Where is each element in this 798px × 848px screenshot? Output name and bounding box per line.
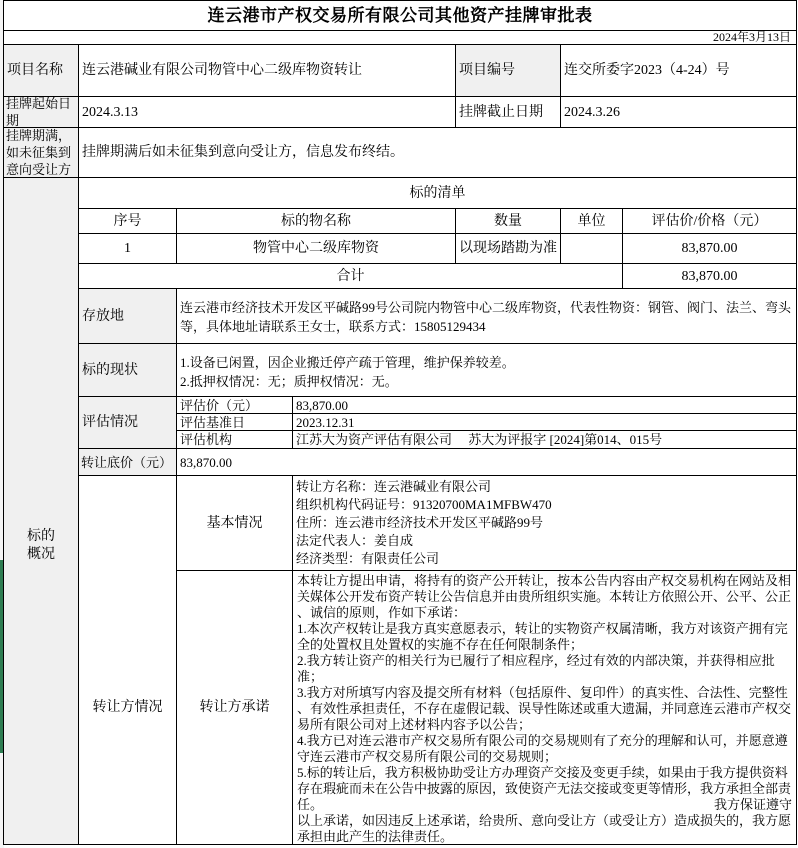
subject-list-title: 标的清单 [78,177,797,209]
list-row-price: 83,870.00 [622,233,797,264]
evaluation-price-value: 83,870.00 [292,396,797,414]
transferor-basic-value: 转让方名称：连云港碱业有限公司 组织机构代码证号：91320700MA1MFBW470 住所：连云港市经济技术开发区平碱路99号 法定代表人：姜自成 经济类型：有限责任公司 [292,475,797,571]
list-row-name: 物管中心二级库物资 [176,233,456,264]
floor-price-value: 83,870.00 [176,448,797,476]
subject-overview-label: 标的概况 [3,177,79,845]
list-header-price: 评估价/价格（元） [622,208,797,234]
storage-location-value: 连云港市经济技术开发区平碱路99号公司院内物管中心二级库物资，代表性物资：钢管、阀门、法兰、弯头 等，具体地址请联系王女士，联系方式：15805129434 [176,288,797,344]
list-header-unit: 单位 [560,208,623,234]
listing-end-value: 2024.3.26 [560,96,797,128]
form-date: 2024年3月13日 [3,30,797,45]
expiry-condition-value: 挂牌期满后如未征集到意向受让方，信息发布终结。 [78,127,797,178]
listing-end-label: 挂牌截止日期 [455,96,561,128]
transferor-section-label: 转让方情况 [78,475,177,845]
listing-start-label: 挂牌起始日期 [3,96,79,128]
list-header-name: 标的物名称 [176,208,456,234]
list-header-qty: 数量 [455,208,561,234]
project-name-label: 项目名称 [3,44,79,97]
list-row-unit [560,233,623,264]
transferor-promise-label: 转让方承诺 [176,570,293,845]
evaluation-agency-label: 评估机构 [176,430,293,449]
floor-price-label: 转让底价（元） [78,448,177,476]
listing-start-value: 2024.3.13 [78,96,456,128]
list-header-no: 序号 [78,208,177,234]
promise-split-line: 任。 我方保证遵守 [297,797,792,812]
evaluation-basedate-label: 评估基准日 [176,413,293,431]
evaluation-label: 评估情况 [78,396,177,449]
storage-location-label: 存放地 [78,288,177,344]
list-row-qty: 以现场踏勘为准 [455,233,561,264]
evaluation-basedate-value: 2023.12.31 [292,413,797,431]
subject-status-value: 1.设备已闲置，因企业搬迁停产疏于管理，维护保养较差。 2.抵押权情况：无；质押权情况：无。 [176,343,797,397]
transferor-basic-label: 基本情况 [176,475,293,571]
expiry-condition-label: 挂牌期满，如未征集到意向受让方 [3,127,79,178]
evaluation-price-label: 评估价（元） [176,396,293,414]
transferor-promise-text: 本转让方提出申请，将持有的资产公开转让，按本公告内容由产权交易机构在网站及相 关媒体公开发布资产转让公告信息并由贵所组织实施。本转让方依照公开、公平、公正 、诚信的原则，作如下承诺： 1.本次产权转让是我方真实意愿表示，转让的实物资产权属清晰，我方对该资产拥有完 全的处置权且处置权的实施不存在任何限制条件； 2.我方转让资产的相关行为已履行了相应程序，经过有效的内部决策，并获得相应批 准； 3.我方对所填写内容及提交所有材料（包括原件、复印件）的真实性、合法性、完整性 、有效性承担责任，不存在虚假记载、误导性陈述或重大遗漏，并同意连云港市产权交 易所有限公司对上述材料内容予以公告； 4.我方已对连云港市产权交易所有限公司的交易规则有了充分的理解和认可，并愿意遵 守连云港市产权交易所有限公司的交易规则； 5.标的转让后，我方积极协助受让方办理资产交接及变更手续，如果由于我方提供资料 存在瑕疵而未在公告中披露的原因，致使资产无法交接或变更等情形，我方承担全部责 任。 我方保证遵守 以上承诺，如因违反上述承诺，给贵所、意向受让方（或受让方）造成损失的，我方愿 承担由此产生的法律责任。 [292,570,797,845]
project-code-value: 连交所委字2023（4-24）号 [560,44,797,97]
form-title: 连云港市产权交易所有限公司其他资产挂牌审批表 [3,0,797,31]
list-total-value: 83,870.00 [622,263,797,289]
list-total-label: 合计 [78,263,623,289]
evaluation-agency-value: 江苏大为资产评估有限公司 苏大为评报字 [2024]第014、015号 [292,430,797,449]
project-code-label: 项目编号 [455,44,561,97]
project-name-value: 连云港碱业有限公司物管中心二级库物资转让 [78,44,456,97]
list-row-no: 1 [78,233,177,264]
subject-status-label: 标的现状 [78,343,177,397]
